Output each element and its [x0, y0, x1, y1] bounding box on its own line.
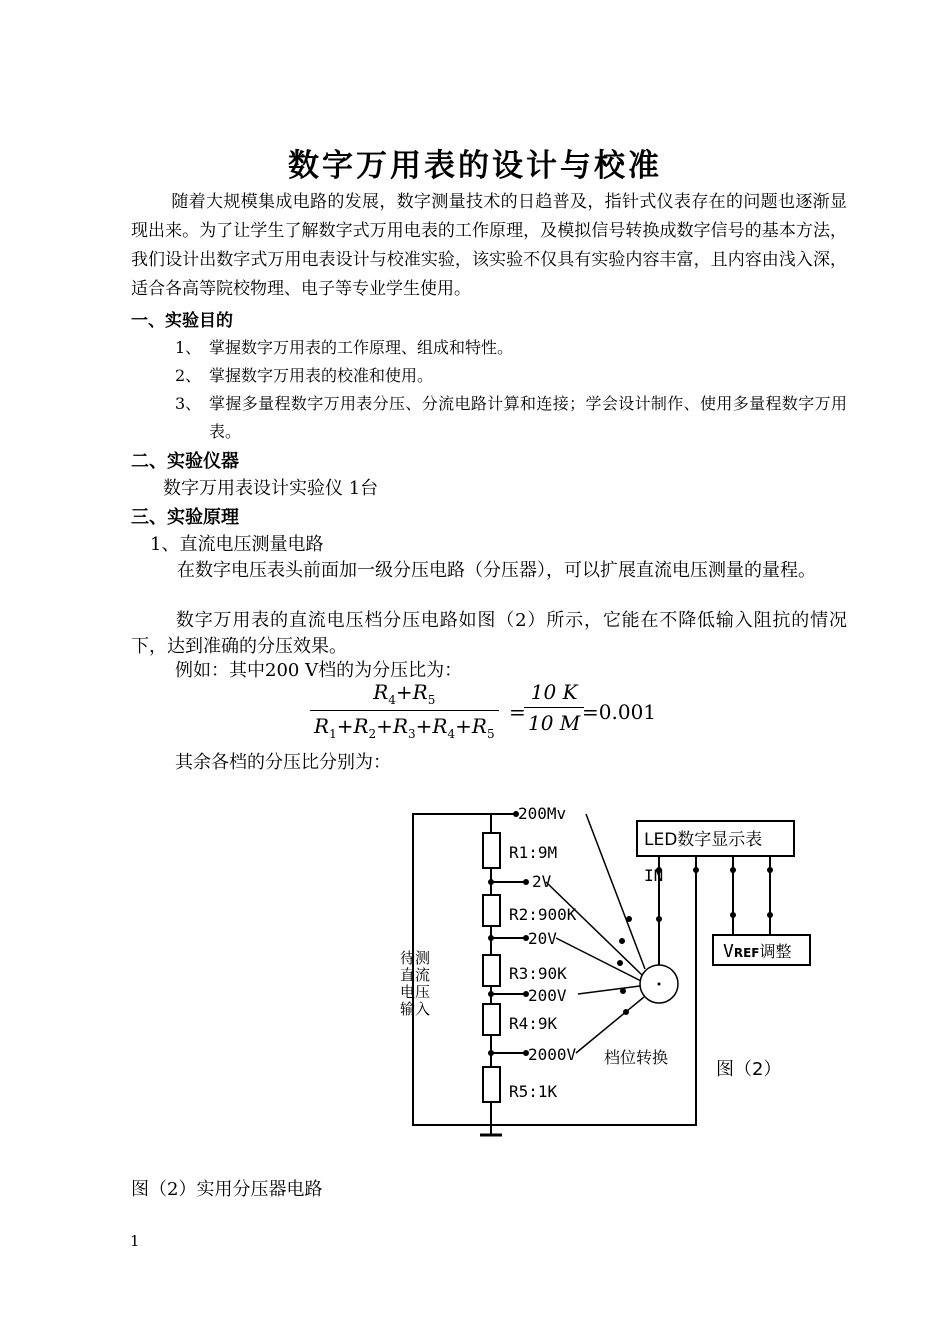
tap-label-200v: 200V: [528, 986, 567, 1005]
list-text: 掌握数字万用表的工作原理、组成和特性。: [209, 338, 514, 357]
list-text: 掌握多量程数字万用表分压、分流电路计算和连接；学会设计制作、使用多量程数字万用表。: [209, 394, 847, 441]
paragraph-text: 在数字电压表头前面加一级分压电路（分压器），可以扩展直流电压测量的量程。: [177, 560, 816, 581]
paragraph: [131, 608, 847, 660]
paragraph: [131, 558, 847, 584]
intro-paragraph: [131, 188, 847, 304]
paragraph-text: 例如：其中200 V档的为分压比为：: [175, 660, 463, 681]
input-label-line: 待测: [400, 949, 431, 967]
figure-label: 图（2）: [716, 1059, 782, 1080]
formula-denominator: $R_1+R_2+R_3+R_4+R_5$: [310, 710, 499, 741]
formula-result: =0.001: [582, 700, 657, 724]
resistor-label-r1: R1:9M: [509, 843, 558, 862]
tap-label-20v: 20V: [528, 929, 557, 948]
figure-caption: 图（2）实用分压器电路: [131, 1179, 323, 1200]
resistor-label-r4: R4:9K: [509, 1014, 558, 1033]
tap-label-200mv: 200Mv: [518, 804, 567, 823]
voltage-divider-circuit: [380, 795, 820, 1155]
switch-label: 档位转换: [604, 1048, 669, 1067]
instrument-text: 数字万用表设计实验仪 1台: [163, 478, 379, 499]
formula-ratio-numerator: 10 K: [530, 680, 578, 704]
page-title: 数字万用表的设计与校准: [288, 148, 662, 184]
resistor-r1: [483, 833, 500, 868]
list-item: [175, 362, 847, 390]
tap-label-2v: 2V: [532, 872, 552, 891]
formula-equals: =: [509, 700, 526, 724]
section-heading-purpose: 一、实验目的: [131, 311, 233, 331]
led-display-label: LED数字显示表: [644, 830, 763, 850]
paragraph-text: 数字万用表的直流电压档分压电路如图（2）所示，它能在不降低输入阻抗的情况下，达到准确的分压效果。: [131, 610, 847, 657]
in-label: IN: [644, 866, 664, 885]
resistor-r5: [483, 1067, 500, 1102]
section-heading-instruments: 二、实验仪器: [131, 451, 239, 472]
resistor-r4: [483, 1004, 500, 1035]
page-number: 1: [130, 1232, 140, 1250]
subsection-heading: 1、直流电压测量电路: [150, 534, 324, 555]
resistor-r2: [483, 895, 500, 926]
resistor-label-r5: R5:1K: [509, 1082, 558, 1101]
list-number: 1、: [175, 338, 202, 357]
resistor-label-r2: R2:900K: [509, 905, 577, 924]
vref-label: VREF调整: [723, 941, 792, 962]
formula-ratio-denominator: 10 M: [524, 707, 584, 735]
tap-label-2000v: 2000V: [528, 1045, 577, 1064]
section-heading-principle: 三、实验原理: [131, 507, 239, 528]
list-number: 3、: [175, 394, 202, 413]
ratio-formula: [310, 680, 690, 744]
list-item: [175, 390, 847, 446]
formula-main-fraction: [310, 680, 499, 741]
input-label-line: 电压: [400, 983, 431, 1001]
intro-text: 随着大规模集成电路的发展，数字测量技术的日趋普及，指针式仪表存在的问题也逐渐显现出来。为了让学生了解数字式万用电表的工作原理，及模拟信号转换成数字信号的基本方法，我们设计出数字式万用电表设计与校准实验，该实验不仅具有实验内容丰富，且内容由浅入深，适合各高等院校物理、电子等专业学生使用。: [131, 192, 847, 299]
paragraph-text: 其余各档的分压比分别为：: [175, 752, 391, 773]
input-label-line: 输入: [400, 1000, 431, 1018]
input-label-line: 直流: [400, 966, 431, 984]
formula-numerator: $R_4+R_5$: [373, 680, 436, 707]
list-number: 2、: [175, 366, 202, 385]
list-item: [175, 334, 847, 362]
list-text: 掌握数字万用表的校准和使用。: [209, 366, 434, 385]
formula-ratio-fraction: [524, 680, 584, 735]
resistor-label-r3: R3:90K: [509, 964, 567, 983]
resistor-r3: [483, 955, 500, 986]
